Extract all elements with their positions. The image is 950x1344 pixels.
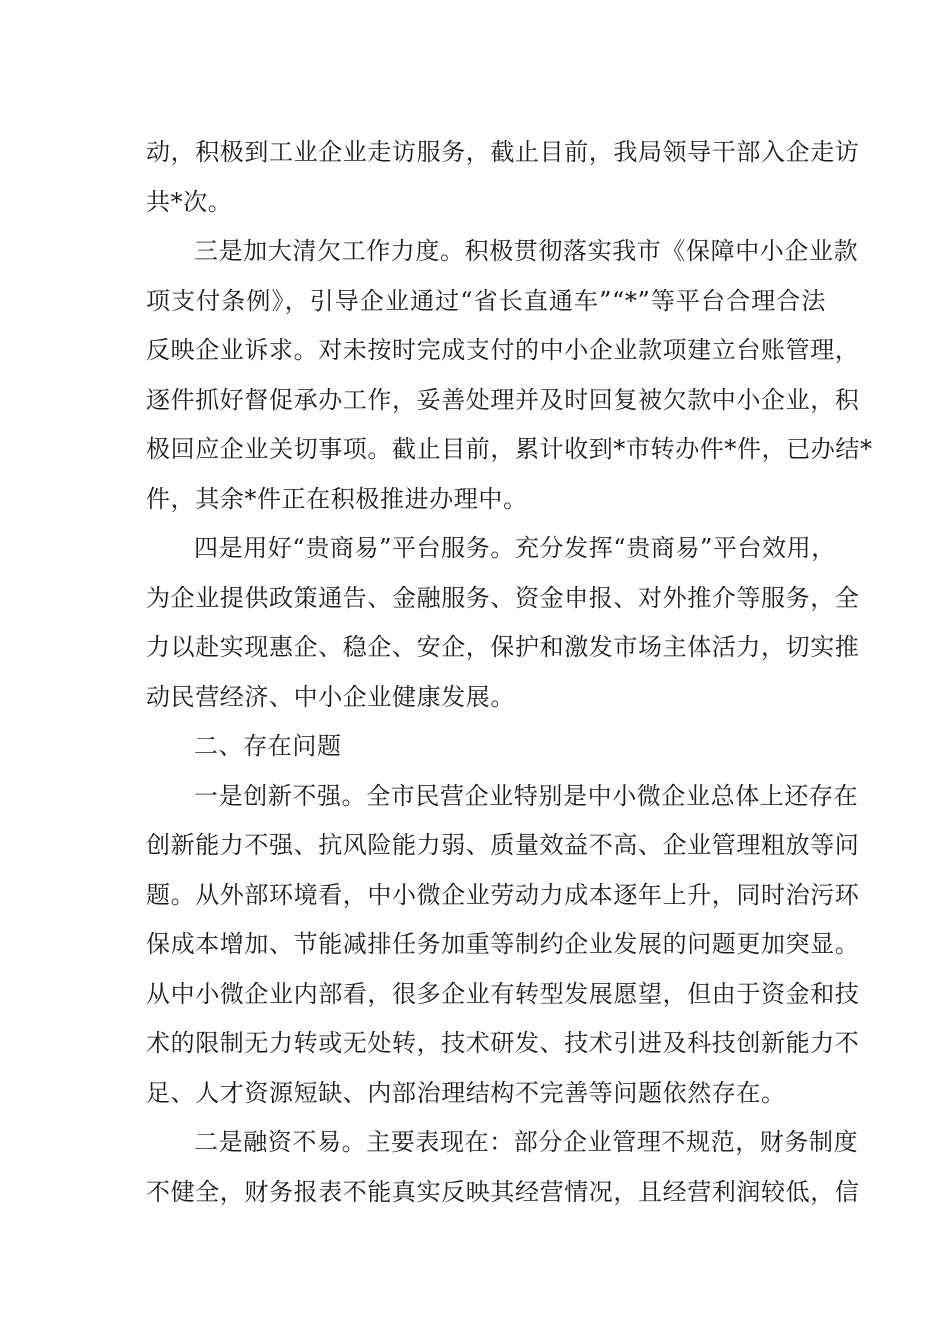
text-line: 保成本增加、节能减排任务加重等制约企业发展的问题更加突显。 — [146, 930, 860, 958]
paragraph-start-line: 三是加大清欠工作力度。积极贯彻落实我市《保障中小企业款 — [194, 237, 859, 265]
text-line: 不健全，财务报表不能真实反映其经营情况，且经营利润较低，信 — [146, 1177, 860, 1206]
paragraph-start-line: 二是融资不易。主要表现在：部分企业管理不规范，财务制度 — [194, 1128, 859, 1156]
document-body — [146, 128, 873, 1217]
text-line: 题。从外部环境看，中小微企业劳动力成本逐年上升，同时治污环 — [146, 880, 860, 909]
text-line: 项支付条例》，引导企业通过“省长直通车”“*”等平台合理合法 — [146, 286, 826, 315]
text-line: 共*次。 — [146, 187, 233, 216]
text-line: 为企业提供政策通告、金融服务、资金申报、对外推介等服务，全 — [146, 583, 860, 612]
text-line: 创新能力不强、抗风险能力弱、质量效益不高、企业管理粗放等问 — [146, 831, 860, 859]
paragraph-start-line: 四是用好“贵商易”平台服务。充分发挥“贵商易”平台效用， — [194, 534, 836, 562]
text-line: 从中小微企业内部看，很多企业有转型发展愿望，但由于资金和技 — [146, 979, 860, 1008]
text-line: 足、人才资源短缺、内部治理结构不完善等问题依然存在。 — [146, 1078, 786, 1107]
text-line: 动，积极到工业企业走访服务，截止目前，我局领导干部入企走访 — [146, 138, 860, 166]
section-heading: 二、存在问题 — [194, 732, 342, 760]
text-line: 术的限制无力转或无处转，技术研发、技术引进及科技创新能力不 — [146, 1029, 860, 1057]
text-line: 件，其余*件正在积极推进办理中。 — [146, 484, 528, 513]
paragraph-start-line: 一是创新不强。全市民营企业特别是中小微企业总体上还存在 — [194, 781, 859, 810]
text-line: 极回应企业关切事项。截止目前，累计收到*市转办件*件，已办结* — [146, 435, 873, 463]
text-line: 逐件抓好督促承办工作，妥善处理并及时回复被欠款中小企业，积 — [146, 385, 860, 414]
text-line: 力以赴实现惠企、稳企、安企，保护和激发市场主体活力，切实推 — [146, 633, 860, 661]
text-line: 动民营经济、中小企业健康发展。 — [146, 682, 515, 711]
text-line: 反映企业诉求。对未按时完成支付的中小企业款项建立台账管理， — [146, 336, 860, 364]
